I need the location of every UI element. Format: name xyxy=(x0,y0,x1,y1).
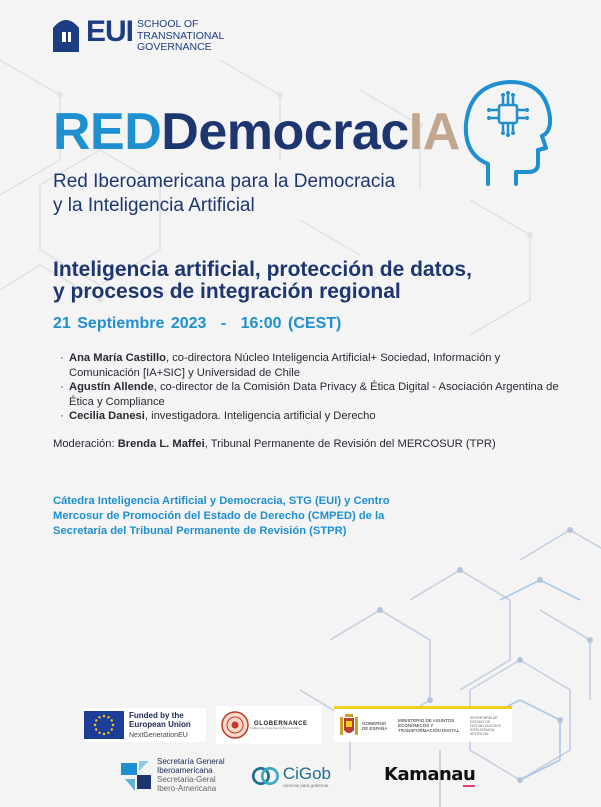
speaker-desc: , co-director de la Comisión Data Privacy & Ética Digital - Asociación Argentina de Ética y Compliance xyxy=(69,381,559,408)
subtitle-line-2: y la Inteligencia Artificial xyxy=(53,195,255,216)
moderator-desc: , Tribunal Permanente de Revisión del MERCOSUR (TPR) xyxy=(204,438,496,450)
eu-funding-logo xyxy=(84,708,206,742)
globernance-logo xyxy=(216,706,322,744)
heading-line-1: Inteligencia artificial, protección de datos, xyxy=(53,258,472,281)
speaker-name: Cecilia Danesi xyxy=(69,410,145,422)
eu-flag-icon xyxy=(84,711,124,739)
speaker-desc: , investigadora. Inteligencia artificial y Derecho xyxy=(144,410,376,422)
moderation-line xyxy=(53,438,496,450)
network-subtitle xyxy=(53,170,473,218)
subtitle-line-1: Red Iberoamericana para la Democracia xyxy=(53,171,396,192)
organizers-text: Cátedra Inteligencia Artificial y Democracia, STG (EUI) y Centro Mercosur de Promoción del Estado de Derecho (CMPED) de la Secretaría del Tribunal Permanente de Revisión (STPR) xyxy=(53,495,390,537)
cigob-rings-icon xyxy=(251,760,280,792)
cigob-name: CiGob xyxy=(282,763,331,783)
segib-line-2: Iberoamericana xyxy=(157,766,213,775)
globernance-subtitle: Instituto de Gobernanza Democrática xyxy=(250,725,300,730)
speaker-desc: , co-directora Núcleo Inteligencia Artificial+ Sociedad, Información y Comunicación [IA+SIC] y Universidad de Chile xyxy=(69,352,501,379)
title-red: RED xyxy=(53,103,162,161)
event-time: 16:00 (CEST) xyxy=(240,315,342,332)
speaker-item xyxy=(60,351,560,380)
speaker-name: Agustín Allende xyxy=(69,381,154,393)
moderation-label: Moderación: xyxy=(53,438,118,450)
event-heading xyxy=(53,259,553,303)
cigob-logo xyxy=(251,759,331,793)
eu-line-1: Funded by the xyxy=(129,710,184,720)
title-d: D xyxy=(161,103,199,161)
school-line-1: SCHOOL OF xyxy=(137,18,199,30)
school-line-2: TRANSNATIONAL xyxy=(137,29,225,42)
segib-line-4: Ibero-Americana xyxy=(157,784,217,793)
kamanau-logo xyxy=(384,764,475,785)
kamanau-main: Kamana xyxy=(384,764,463,785)
eu-line-2: European Union xyxy=(129,719,191,729)
gobierno-espana-logo xyxy=(334,706,512,742)
title-ia: IA xyxy=(408,103,460,161)
globernance-seal-icon xyxy=(220,710,250,740)
segib-mark-icon xyxy=(117,757,153,793)
kamanau-u: u xyxy=(462,764,476,785)
school-line-3: GOVERNANCE xyxy=(137,41,212,53)
speaker-item xyxy=(60,380,560,409)
gobierno-text: GOBIERNO DE ESPAÑA xyxy=(362,720,388,731)
network-title xyxy=(53,102,460,162)
heading-line-2: y procesos de integración regional xyxy=(53,280,401,303)
speaker-item xyxy=(60,409,560,424)
school-name xyxy=(137,19,224,54)
segib-logo xyxy=(117,757,227,793)
event-date-time xyxy=(53,315,341,333)
spain-coat-of-arms-icon xyxy=(340,714,358,738)
eui-logo-text: EUI xyxy=(86,15,134,48)
secretaria-estado-text: SECRETARÍA DE ESTADO DE DIGITALIZACIÓN E INTELIGENCIA ARTIFICIAL xyxy=(470,715,501,736)
eu-funding-text xyxy=(129,711,191,740)
title-emocrac: emocrac xyxy=(198,103,409,161)
segib-line-1: Secretaría General xyxy=(157,757,225,766)
moderator-name: Brenda L. Maffei xyxy=(117,438,205,450)
ministerio-text: MINISTERIO DE ASUNTOS ECONÓMICOS Y TRANSFORMACIÓN DIGITAL xyxy=(398,718,460,733)
eu-line-3: NextGenerationEU xyxy=(129,731,188,739)
segib-text xyxy=(157,757,225,793)
eui-building-icon xyxy=(51,14,81,52)
segib-line-3: Secretaria-Geral xyxy=(157,775,216,784)
speaker-name: Ana María Castillo xyxy=(69,352,166,364)
globernance-name: GLOBERNANCE xyxy=(254,720,308,727)
date-separator: - xyxy=(220,315,227,332)
event-date: 21 Septiembre 2023 xyxy=(53,315,207,332)
cigob-subtitle: ciencias para gobernar xyxy=(282,782,329,788)
speaker-list xyxy=(60,351,560,424)
